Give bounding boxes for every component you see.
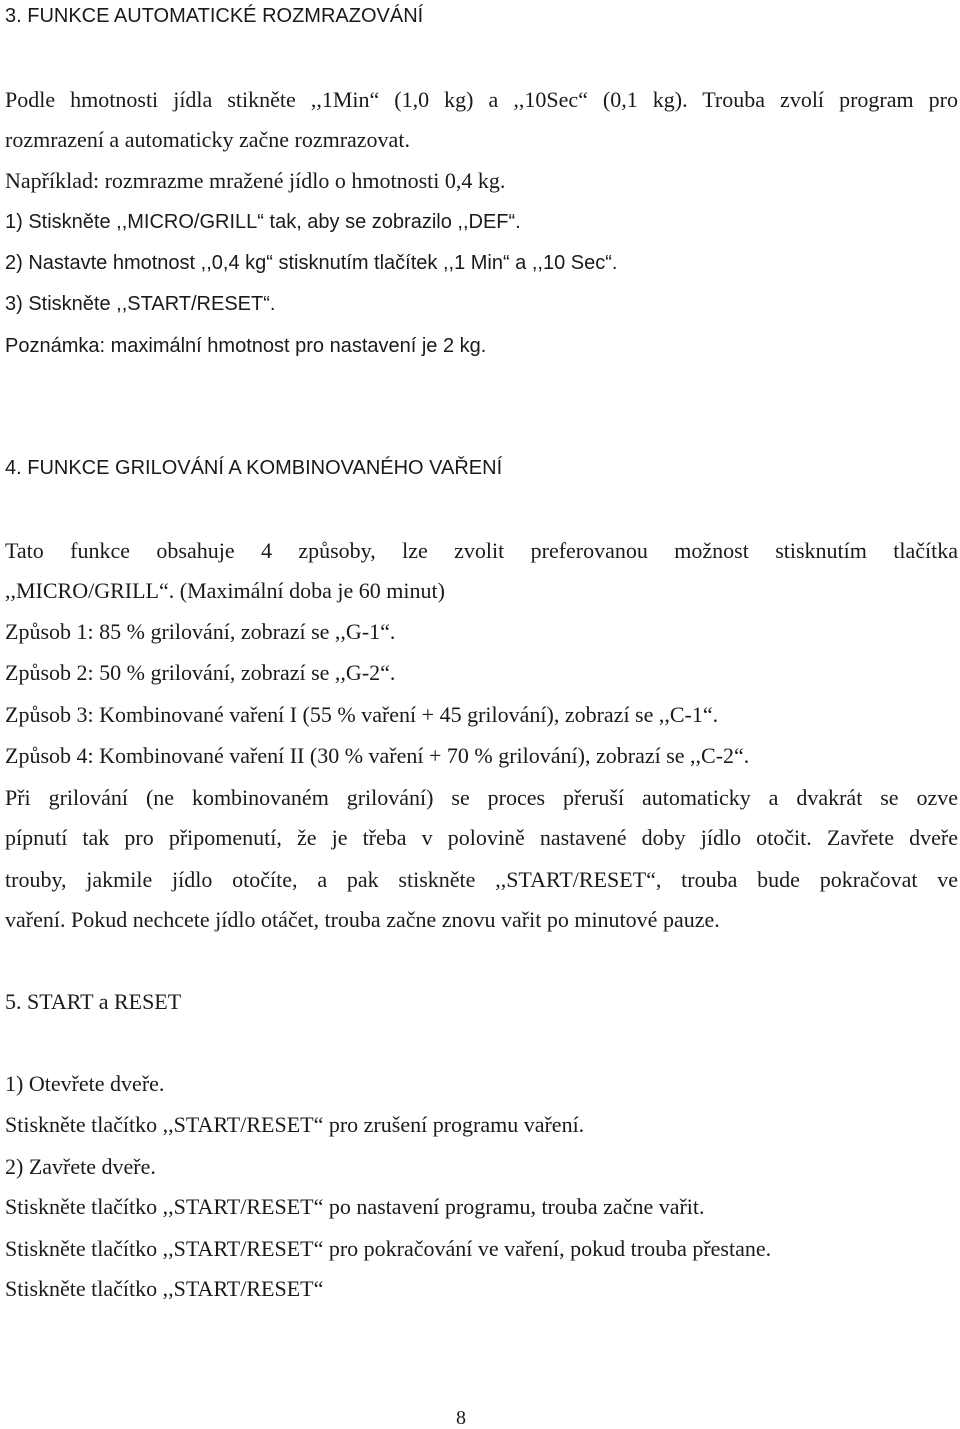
section-5-step-2-text-3: Stiskněte tlačítko ,,START/RESET“	[5, 1276, 324, 1301]
section-4-heading: 4. FUNKCE GRILOVÁNÍ A KOMBINOVANÉHO VAŘENÍ	[5, 457, 503, 479]
section-3-step-2: 2) Nastavte hmotnost ,,0,4 kg“ stisknutím tlačítek ,,1 Min“ a ,,10 Sec“.	[5, 252, 618, 274]
section-4-grill-line-1: Při grilování (ne kombinovaném grilování) se proces přeruší automaticky a dvakrát se ozve	[5, 785, 958, 810]
section-4-mode-4: Způsob 4: Kombinované vaření II (30 % vaření + 70 % grilování), zobrazí se ,,C-2“.	[5, 743, 750, 768]
section-3-step-1: 1) Stiskněte ,,MICRO/GRILL“ tak, aby se zobrazilo ,,DEF“.	[5, 211, 521, 233]
section-5-heading: 5. START a RESET	[5, 989, 182, 1014]
section-4-mode-3: Způsob 3: Kombinované vaření I (55 % vaření + 45 grilování), zobrazí se ,,C-1“.	[5, 702, 719, 727]
section-3-intro-line-2: rozmrazení a automaticky začne rozmrazovat.	[5, 127, 410, 152]
section-4-mode-2: Způsob 2: 50 % grilování, zobrazí se ,,G-2“.	[5, 660, 396, 685]
section-4-mode-1: Způsob 1: 85 % grilování, zobrazí se ,,G-1“.	[5, 619, 396, 644]
section-4-grill-line-3: trouby, jakmile jídlo otočíte, a pak stiskněte ,,START/RESET“, trouba bude pokračovat ve	[5, 867, 958, 892]
section-5-step-2-text-1: Stiskněte tlačítko ,,START/RESET“ po nastavení programu, trouba začne vařit.	[5, 1194, 705, 1219]
section-3-example: Například: rozmrazme mražené jídlo o hmotnosti 0,4 kg.	[5, 168, 506, 193]
section-4-intro-line-2: ,,MICRO/GRILL“. (Maximální doba je 60 minut)	[5, 578, 445, 603]
section-3-intro-line-1: Podle hmotnosti jídla stikněte ,,1Min“ (1,0 kg) a ,,10Sec“ (0,1 kg). Trouba zvolí program pro	[5, 87, 958, 112]
section-3-step-3: 3) Stiskněte ,,START/RESET“.	[5, 293, 276, 315]
section-3-heading: 3. FUNKCE AUTOMATICKÉ ROZMRAZOVÁNÍ	[5, 5, 424, 27]
section-3-note: Poznámka: maximální hmotnost pro nastavení je 2 kg.	[5, 335, 487, 357]
page-number: 8	[456, 1407, 466, 1429]
section-4-intro-line-1: Tato funkce obsahuje 4 způsoby, lze zvolit preferovanou možnost stisknutím tlačítka	[5, 538, 958, 563]
section-5-step-2-text-2: Stiskněte tlačítko ,,START/RESET“ pro pokračování ve vaření, pokud trouba přestane.	[5, 1236, 772, 1261]
section-5-step-2: 2) Zavřete dveře.	[5, 1154, 156, 1179]
section-4-grill-line-2: pípnutí tak pro připomenutí, že je třeba v polovině nastavené doby jídlo otočit. Zavřete dveře	[5, 825, 958, 850]
section-5-step-1-text: Stiskněte tlačítko ,,START/RESET“ pro zrušení programu vaření.	[5, 1112, 585, 1137]
section-5-step-1: 1) Otevřete dveře.	[5, 1071, 165, 1096]
section-4-grill-line-4: vaření. Pokud nechcete jídlo otáčet, trouba začne znovu vařit po minutové pauze.	[5, 907, 720, 932]
